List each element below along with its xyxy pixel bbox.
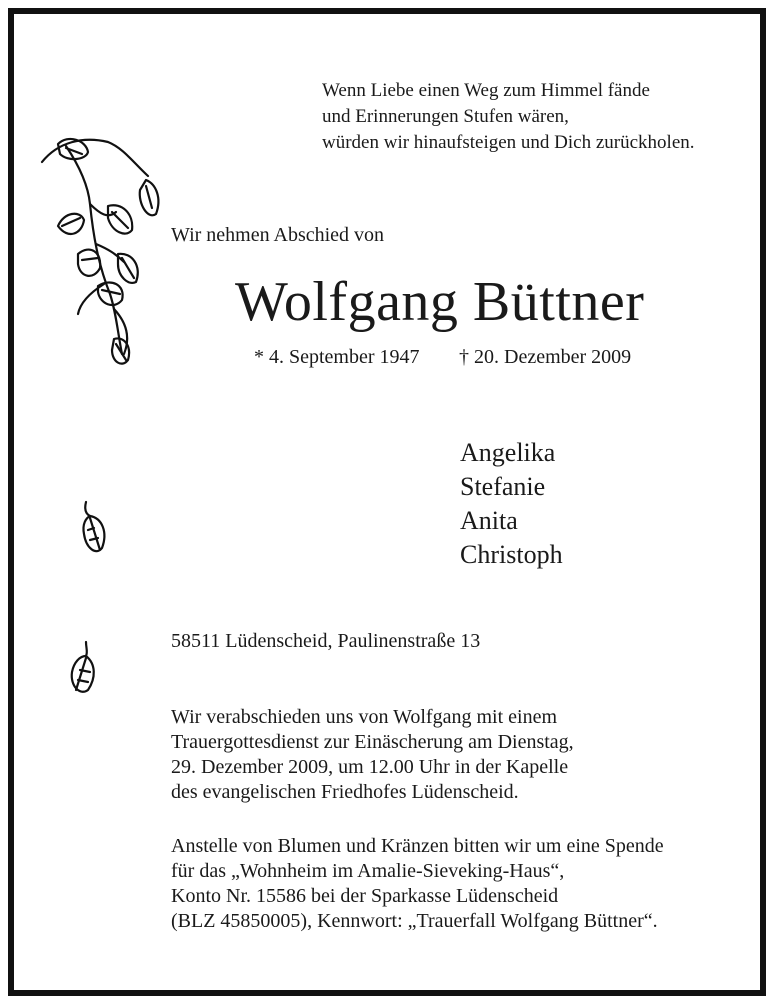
donation-line: Konto Nr. 15586 bei der Sparkasse Lüdenscheid bbox=[171, 885, 559, 907]
poem-line: und Erinnerungen Stufen wären, bbox=[322, 106, 569, 127]
poem-line: Wenn Liebe einen Weg zum Himmel fände bbox=[322, 80, 650, 101]
death-date: † 20. Dezember 2009 bbox=[459, 346, 632, 368]
birch-branch-icon bbox=[38, 134, 168, 379]
service-line: Wir verabschieden uns von Wolfgang mit einem bbox=[171, 706, 558, 728]
family-member: Stefanie bbox=[460, 472, 546, 501]
birth-date: * 4. September 1947 bbox=[254, 346, 420, 368]
service-line: des evangelischen Friedhofes Lüdenscheid. bbox=[171, 781, 519, 803]
donation-line: (BLZ 45850005), Kennwort: „Trauerfall Wolfgang Büttner“. bbox=[171, 910, 658, 932]
poem-line: würden wir hinaufsteigen und Dich zurückholen. bbox=[322, 132, 695, 153]
family-member: Christoph bbox=[460, 540, 563, 569]
deceased-name: Wolfgang Büttner bbox=[235, 271, 645, 333]
donation-line: Anstelle von Blumen und Kränzen bitten wir um eine Spende bbox=[171, 835, 664, 857]
donation-paragraph bbox=[171, 834, 664, 934]
intro-text: Wir nehmen Abschied von bbox=[171, 224, 385, 246]
falling-leaf-icon bbox=[80, 500, 110, 560]
falling-leaf-icon bbox=[66, 640, 100, 698]
service-line: 29. Dezember 2009, um 12.00 Uhr in der Kapelle bbox=[171, 756, 569, 778]
service-line: Trauergottesdienst zur Einäscherung am Dienstag, bbox=[171, 731, 574, 753]
family-list bbox=[460, 436, 563, 572]
service-paragraph bbox=[171, 705, 574, 805]
poem bbox=[322, 78, 695, 156]
donation-line: für das „Wohnheim im Amalie-Sieveking-Haus“, bbox=[171, 860, 565, 882]
family-member: Angelika bbox=[460, 438, 556, 467]
address: 58511 Lüdenscheid, Paulinenstraße 13 bbox=[171, 630, 481, 652]
family-member: Anita bbox=[460, 506, 518, 535]
